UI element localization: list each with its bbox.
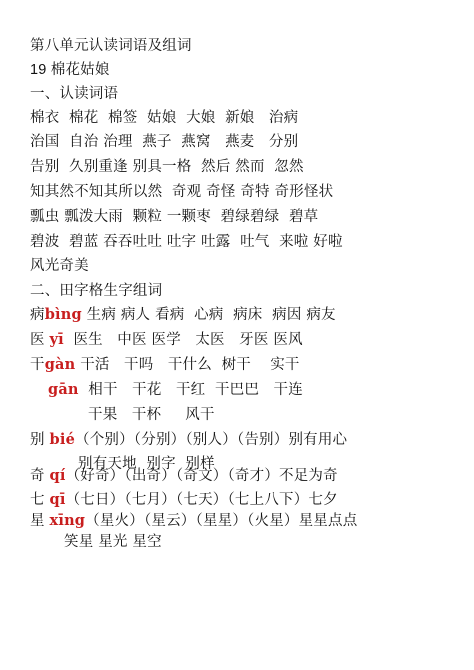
compound-words: 相干 干花 干红 干巴巴 干连: [78, 382, 303, 398]
compound-words: 医生 中医 医学 太医 牙医 医风: [63, 332, 303, 348]
word-line: 瓢虫 瓢泼大雨 颗粒 一颗枣 碧绿碧绿 碧草: [30, 209, 319, 225]
char: 别: [30, 432, 45, 448]
pinyin: bié: [49, 431, 75, 448]
section1-heading: 一、认读词语: [30, 86, 119, 102]
word-line: 风光奇美: [30, 258, 89, 274]
char-entry-gan-3: 干果 干杯 风干: [88, 407, 215, 423]
char-entry-gan-2: [48, 378, 303, 402]
compound-words: （好奇）（出奇）（奇文）（奇才）不足为奇: [65, 468, 338, 484]
word-line: 棉衣 棉花 棉签 姑娘 大娘 新娘 治病: [30, 110, 299, 126]
char-entry-bing: [30, 303, 336, 327]
char-entry-bie-2: 别有天地 别字 别样: [78, 456, 215, 472]
char-entry-qi: [30, 464, 338, 488]
word-line: 治国 自治 治理 燕子 燕窝 燕麦 分别: [30, 134, 299, 150]
char: 干: [30, 357, 45, 373]
char: 病: [30, 307, 45, 323]
section2-heading: 二、田字格生字组词: [30, 283, 163, 299]
pinyin: gān: [48, 381, 79, 398]
compound-words: （七日）（七月）（七天）（七上八下）七夕: [65, 492, 338, 508]
document-title: 第八单元认读词语及组词: [30, 38, 192, 54]
word-line: 知其然不知其所以然 奇观 奇怪 奇特 奇形怪状: [30, 184, 334, 200]
char: 奇: [30, 468, 45, 484]
compound-words: 干活 干吗 干什么 树干 实干: [75, 357, 300, 373]
char: 医: [30, 332, 45, 348]
char-entry-bie: [30, 428, 347, 452]
char-entry-xing-2: 笑星 星光 星空: [64, 534, 162, 550]
compound-words: （个别）（分别）（别人）（告别）别有用心: [75, 432, 348, 448]
word-line: 告别 久别重逢 别具一格 然后 然而 忽然: [30, 159, 304, 175]
compound-words: （星火）（星云）（星星）（火星）星星点点: [85, 513, 358, 529]
pinyin: xīng: [49, 512, 86, 529]
char: 星: [30, 513, 45, 529]
pinyin: gàn: [44, 356, 76, 373]
pinyin: qī: [49, 491, 66, 508]
compound-words: 生病 病人 看病 心病 病床 病因 病友: [81, 307, 336, 323]
char-entry-yi: [30, 328, 303, 352]
word-line: 碧波 碧蓝 吞吞吐吐 吐字 吐露 吐气 来啦 好啦: [30, 234, 343, 250]
pinyin: yī: [49, 331, 64, 348]
char: 七: [30, 492, 45, 508]
pinyin: qí: [49, 467, 66, 484]
char-entry-gan: [30, 353, 300, 377]
lesson-title: 19 棉花姑娘: [30, 62, 110, 78]
pinyin: bìng: [44, 306, 82, 323]
